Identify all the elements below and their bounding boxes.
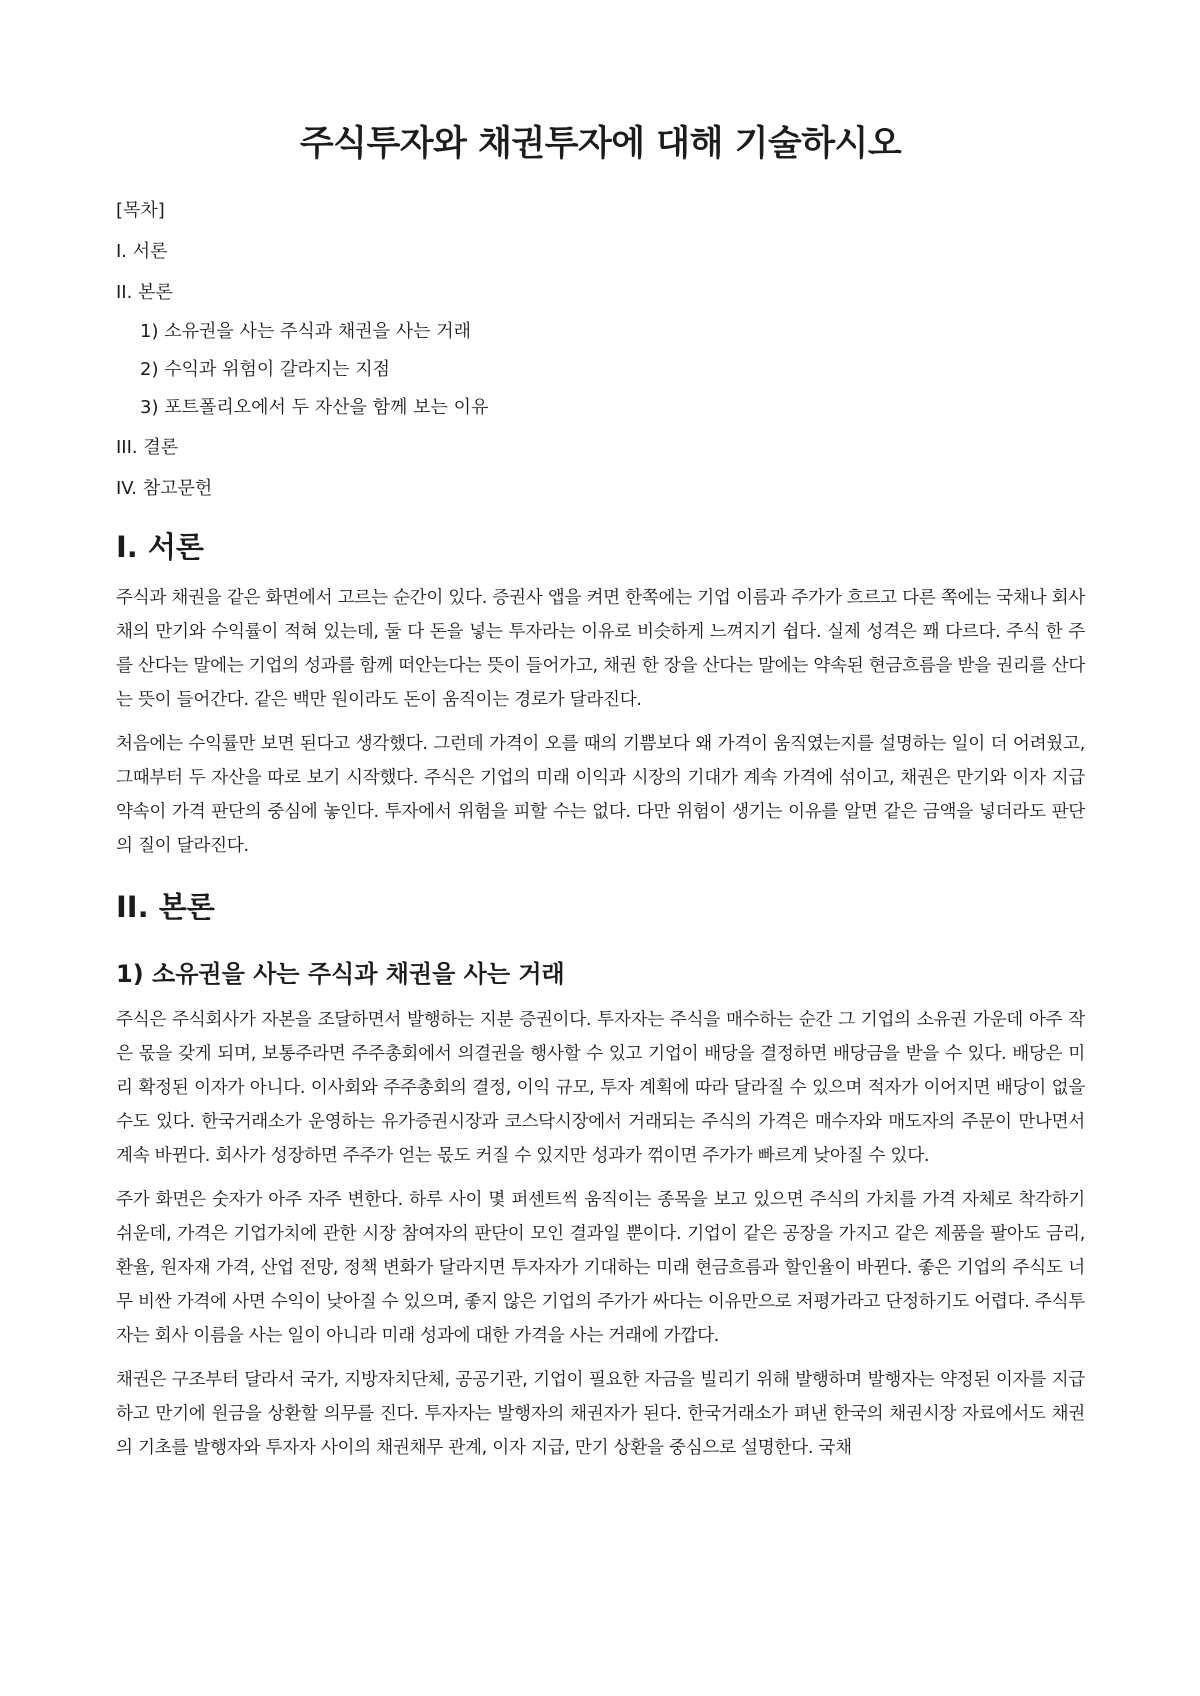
paragraph: 주식과 채권을 같은 화면에서 고르는 순간이 있다. 증권사 앱을 켜면 한쪽에는 기업 이름과 주가가 흐르고 다른 쪽에는 국채나 회사채의 만기와 수익률이 적혀 있는데, 둘 다 돈을 넣는 투자라는 이유로 비슷하게 느껴지기 쉽다. 실제 성격은 꽤 다르다. 주식 한 주를 산다는 말에는 기업의 성과를 함께 떠안는다는 뜻이 들어가고, 채권 한 장을 산다는 말에는 약속된 현금흐름을 받을 권리를 산다는 뜻이 들어간다. 같은 백만 원이라도 돈이 움직이는 경로가 달라진다. [116,588,1085,710]
toc-subitem-3: 3) 포트폴리오에서 두 자산을 함께 보는 이유 [140,397,489,418]
section-heading-intro: I. 서론 [116,530,204,564]
toc-item-references: IV. 참고문헌 [116,478,213,499]
paragraph: 채권은 구조부터 달라서 국가, 지방자치단체, 공공기관, 기업이 필요한 자금을 빌리기 위해 발행하며 발행자는 약정된 이자를 지급하고 만기에 원금을 상환할 의무를 진다. 투자자는 발행자의 채권자가 된다. 한국거래소가 펴낸 한국의 채권시장 자료에서도 채권의 기초를 발행자와 투자자 사이의 채권채무 관계, 이자 지급, 만기 상환을 중심으로 설명한다. 국채 [116,1370,1085,1458]
paragraph: 처음에는 수익률만 보면 된다고 생각했다. 그런데 가격이 오를 때의 기쁨보다 왜 가격이 움직였는지를 설명하는 일이 더 어려웠고, 그때부터 두 자산을 따로 보기 시작했다. 주식은 기업의 미래 이익과 시장의 기대가 계속 가격에 섞이고, 채권은 만기와 이자 지급 약속이 가격 판단의 중심에 놓인다. 투자에서 위험을 피할 수는 없다. 다만 위험이 생기는 이유를 알면 같은 금액을 넣더라도 판단의 질이 달라진다. [116,734,1085,856]
section-heading-body: II. 본론 [116,890,215,924]
toc-item-conclusion: III. 결론 [116,437,179,458]
toc-heading: [목차] [116,200,165,221]
subsection-heading-1: 1) 소유권을 사는 주식과 채권을 사는 거래 [116,960,565,988]
toc-subitem-2: 2) 수익과 위험이 갈라지는 지점 [140,359,391,380]
toc-subitem-1: 1) 소유권을 사는 주식과 채권을 사는 거래 [140,321,472,342]
table-of-contents [116,190,1085,509]
paragraph: 주식은 주식회사가 자본을 조달하면서 발행하는 지분 증권이다. 투자자는 주식을 매수하는 순간 그 기업의 소유권 가운데 아주 작은 몫을 갖게 되며, 보통주라면 주주총회에서 의결권을 행사할 수 있고 기업이 배당을 결정하면 배당금을 받을 수 있다. 배당은 미리 확정된 이자가 아니다. 이사회와 주주총회의 결정, 이익 규모, 투자 계획에 따라 달라질 수 있으며 적자가 이어지면 배당이 없을 수도 있다. 한국거래소가 운영하는 유가증권시장과 코스닥시장에서 거래되는 주식의 가격은 매수자와 매도자의 주문이 만나면서 계속 바뀐다. 회사가 성장하면 주주가 얻는 몫도 커질 수 있지만 성과가 꺾이면 주가가 빠르게 낮아질 수 있다. [116,1010,1085,1166]
toc-item-intro: I. 서론 [116,241,168,262]
document-title: 주식투자와 채권투자에 대해 기술하시오 [299,124,902,164]
toc-item-body: II. 본론 [116,282,173,303]
paragraph: 주가 화면은 숫자가 아주 자주 변한다. 하루 사이 몇 퍼센트씩 움직이는 종목을 보고 있으면 주식의 가치를 가격 자체로 착각하기 쉬운데, 가격은 기업가치에 관한 시장 참여자의 판단이 모인 결과일 뿐이다. 기업이 같은 공장을 가지고 같은 제품을 팔아도 금리, 환율, 원자재 가격, 산업 전망, 정책 변화가 달라지면 투자자가 기대하는 미래 현금흐름과 할인율이 바뀐다. 좋은 기업의 주식도 너무 비싼 가격에 사면 수익이 낮아질 수 있으며, 좋지 않은 기업의 주가가 싸다는 이유만으로 저평가라고 단정하기도 어렵다. 주식투자는 회사 이름을 사는 일이 아니라 미래 성과에 대한 가격을 사는 거래에 가깝다. [116,1190,1085,1346]
